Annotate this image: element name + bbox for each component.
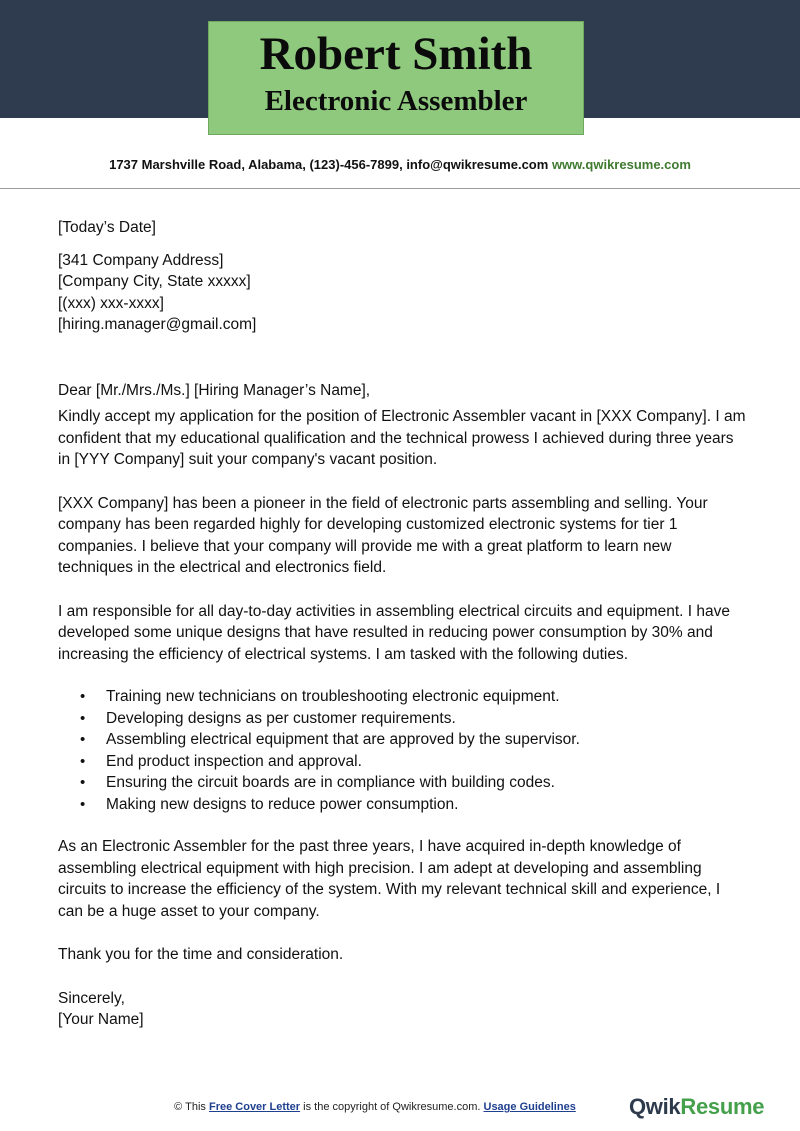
address-line: [Company City, State xxxxx] (58, 273, 251, 290)
duties-list (58, 686, 748, 815)
name-box (208, 21, 584, 135)
address-line: [hiring.manager@gmail.com] (58, 316, 257, 333)
duty-item: • Making new designs to reduce power consumption. (106, 794, 748, 816)
thanks-line: Thank you for the time and consideration. (58, 946, 344, 963)
paragraph-intro: Kindly accept my application for the position of Electronic Assembler vacant in [XXX Company]. I am confident that my educational qualification and the technical prowess I achieved during three years in [YYY Company] suit your company's vacant position. (58, 408, 746, 468)
duty-item: • Training new technicians on troubleshooting electronic equipment. (106, 686, 748, 708)
website-link[interactable]: www.qwikresume.com (551, 157, 691, 172)
letter-body (58, 217, 748, 1031)
footer-middle: is the copyright of Qwikresume.com. (303, 1101, 481, 1113)
paragraph-company: [XXX Company] has been a pioneer in the field of electronic parts assembling and selling. Your company has been regarded highly for developing customized electronic systems for tier 1 companies. I believe that your company will provide me with a great platform to learn new techniques in the electrical and electronics field. (58, 494, 708, 576)
address-line: [341 Company Address] (58, 251, 224, 269)
letter-date: [Today’s Date] (58, 219, 156, 236)
signature-name: [Your Name] (58, 1011, 144, 1028)
candidate-name: Robert Smith (259, 28, 533, 80)
duty-item: • Assembling electrical equipment that are approved by the supervisor. (106, 729, 748, 751)
paragraph-closing: As an Electronic Assembler for the past three years, I have acquired in-depth knowledge of assembling electrical equipment with high precision. I am adept at developing and assembling circuits to increase the efficiency of the system. With my relevant technical skill and experience, I can be a huge asset to your company. (58, 838, 721, 920)
qwikresume-logo (629, 1094, 764, 1120)
address-line: [(xxx) xxx-xxxx] (58, 294, 164, 312)
recipient-address (58, 250, 748, 336)
paragraph-responsibilities: I am responsible for all day-to-day activities in assembling electrical circuits and equipment. I have developed some unique designs that have resulted in reducing power consumption by 30% and increasing the efficiency of electrical systems. I am tasked with the following duties. (58, 602, 730, 663)
duty-item: • Developing designs as per customer requirements. (106, 708, 748, 730)
logo-part-resume: Resume (680, 1094, 765, 1119)
logo-part-qwik: Qwik (629, 1094, 681, 1119)
footer-prefix: © This (174, 1101, 206, 1113)
job-title: Electronic Assembler (264, 85, 528, 117)
free-cover-letter-link[interactable]: Free Cover Letter (208, 1101, 301, 1113)
header-divider (0, 188, 800, 189)
salutation: Dear [Mr./Mrs./Ms.] [Hiring Manager’s Name], (58, 381, 371, 399)
contact-details: 1737 Marshville Road, Alabama, (123)-456-7899, info@qwikresume.com (109, 157, 549, 172)
contact-line (0, 156, 800, 174)
signoff: Sincerely, (58, 989, 125, 1007)
usage-guidelines-link[interactable]: Usage Guidelines (483, 1101, 576, 1113)
duty-item: • Ensuring the circuit boards are in compliance with building codes. (106, 772, 748, 794)
duty-item: • End product inspection and approval. (106, 751, 748, 773)
